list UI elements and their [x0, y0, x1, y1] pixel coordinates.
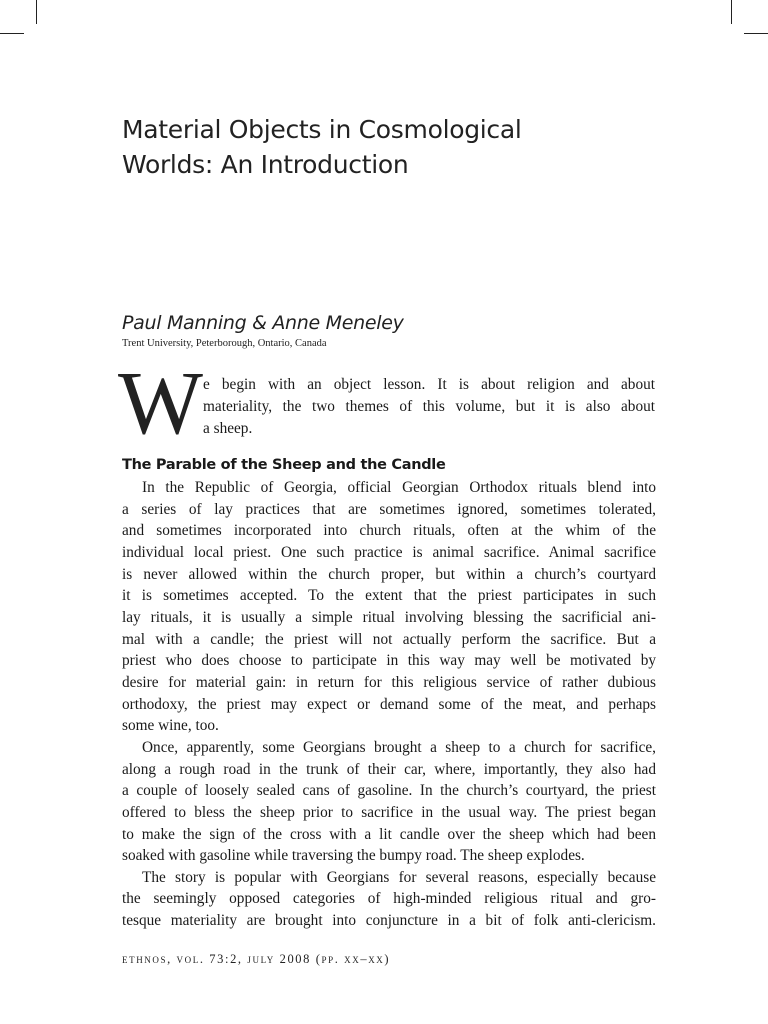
author-affiliation: Trent University, Peterborough, Ontario, Canada	[122, 338, 327, 349]
intro-paragraph	[203, 374, 655, 439]
intro-line: e begin with an object lesson. It is about religion and about	[203, 376, 655, 393]
body-line: tesque materiality are brought into conjuncture in a bit of folk anti-clericism.	[122, 912, 656, 930]
crop-mark-top-left-horizontal	[0, 33, 24, 34]
body-line: offered to bless the sheep prior to sacrifice in the usual way. The priest began	[122, 803, 656, 821]
body-line: individual local priest. One such practice is animal sacrifice. Animal sacrifice	[122, 543, 656, 561]
body-line: The story is popular with Georgians for several reasons, especially because	[142, 868, 656, 886]
body-line: In the Republic of Georgia, official Georgian Orthodox rituals blend into	[142, 479, 656, 496]
body-line: a couple of loosely sealed cans of gasoline. In the church’s courtyard, the priest	[122, 782, 656, 800]
body-line: priest who does choose to participate in this way may well be motivated by	[122, 652, 656, 670]
article-title-line-1: Material Objects in Cosmological	[122, 115, 522, 144]
body-line: Once, apparently, some Georgians brought a sheep to a church for sacrifice,	[142, 738, 656, 756]
article-title-line-2: Worlds: An Introduction	[122, 150, 409, 179]
body-line: along a rough road in the trunk of their car, where, importantly, they also had	[122, 760, 656, 778]
article-authors: Paul Manning & Anne Meneley	[122, 312, 404, 334]
body-line: desire for material gain: in return for this religious service of rather dubious	[122, 673, 656, 691]
body-line: is never allowed within the church proper, but within a church’s courtyard	[122, 565, 656, 583]
crop-mark-top-right-vertical	[731, 0, 732, 24]
drop-cap: W	[118, 354, 203, 453]
crop-mark-top-left-vertical	[36, 0, 37, 24]
section-heading: The Parable of the Sheep and the Candle	[122, 457, 446, 473]
crop-mark-top-right-horizontal	[744, 33, 768, 34]
body-line: it is sometimes accepted. To the extent that the priest participates in such	[122, 587, 656, 605]
journal-footer: ethnos, vol. 73:2, july 2008 (pp. xx–xx)	[122, 952, 391, 966]
body-line: and sometimes incorporated into church rituals, often at the whim of the	[122, 522, 656, 540]
body-line: a series of lay practices that are sometimes ignored, sometimes tolerated,	[122, 500, 656, 518]
body-text	[122, 477, 656, 932]
body-line: some wine, too.	[122, 717, 219, 735]
body-line: soaked with gasoline while traversing the bumpy road. The sheep explodes.	[122, 847, 585, 865]
body-line: lay rituals, it is usually a simple ritual involving blessing the sacrificial ani-	[122, 608, 656, 626]
body-line: orthodoxy, the priest may expect or demand some of the meat, and perhaps	[122, 695, 656, 713]
article-title	[122, 112, 642, 182]
body-line: mal with a candle; the priest will not actually perform the sacrifice. But a	[122, 630, 656, 648]
intro-line: materiality, the two themes of this volume, but it is also about	[203, 397, 655, 415]
body-line: to make the sign of the cross with a lit candle over the sheep which had been	[122, 825, 656, 843]
body-line: the seemingly opposed categories of high-minded religious ritual and gro-	[122, 890, 656, 908]
intro-line: a sheep.	[203, 419, 253, 437]
